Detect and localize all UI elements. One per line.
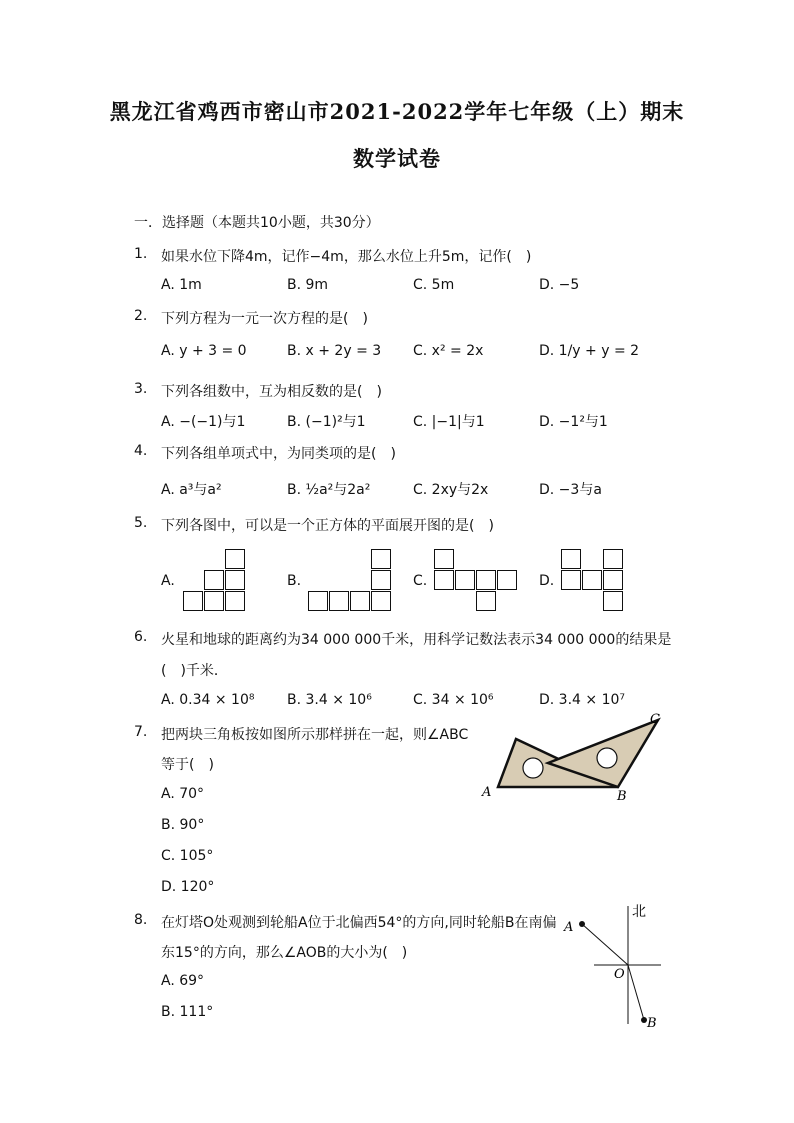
triangle-rulers-figure [478, 708, 668, 804]
question-3-option-a: A. −(−1)与1 [161, 414, 246, 430]
label-c: C [650, 712, 660, 727]
cube-net-c [434, 549, 519, 612]
question-4-option-d: D. −3与a [539, 482, 602, 498]
question-3-number: 3. [134, 381, 148, 397]
question-6-option-c: C. 34 × 10⁶ [413, 692, 494, 708]
triangle-left-hole [523, 758, 543, 778]
question-7-option-d: D. 120° [161, 879, 215, 895]
cube-net-a [183, 549, 247, 612]
question-3-option-b: B. (−1)²与1 [287, 414, 366, 430]
label-b: B [617, 789, 627, 804]
question-2-option-a: A. y + 3 = 0 [161, 343, 247, 359]
question-6-stem: 火星和地球的距离约为34 000 000千米，用科学记数法表示34 000 000的结果是 [161, 632, 672, 648]
question-5-stem: 下列各图中，可以是一个正方体的平面展开图的是( ) [161, 518, 494, 534]
question-5-option-b: B. [287, 573, 302, 589]
question-8-stem-cont: 东15°的方向，那么∠AOB的大小为( ) [161, 945, 408, 961]
ray-ob [628, 965, 644, 1020]
question-5-number: 5. [134, 515, 148, 531]
question-1-number: 1. [134, 246, 148, 262]
question-1-stem: 如果水位下降4m，记作−4m，那么水位上升5m，记作( ) [161, 249, 532, 265]
question-3-stem: 下列各组数中，互为相反数的是( ) [161, 384, 382, 400]
question-5-option-c: C. [413, 573, 428, 589]
question-2-number: 2. [134, 308, 148, 324]
cube-net-b [308, 549, 393, 612]
question-6-stem-cont: ( )千米． [161, 663, 228, 679]
question-7-option-a: A. 70° [161, 786, 205, 802]
ray-oa [582, 924, 628, 965]
question-6-option-a: A. 0.34 × 10⁸ [161, 692, 255, 708]
triangle-right-hole [597, 748, 617, 768]
question-1-option-b: B. 9m [287, 277, 329, 293]
question-6-option-b: B. 3.4 × 10⁶ [287, 692, 372, 708]
label-o: O [614, 967, 625, 982]
question-3-option-c: C. |−1|与1 [413, 414, 485, 430]
page-title-line2: 数学试卷 [353, 146, 441, 171]
question-2-option-d: D. 1/y + y = 2 [539, 343, 640, 359]
question-6-option-d: D. 3.4 × 10⁷ [539, 692, 626, 708]
question-5-option-a: A. [161, 573, 175, 589]
question-7-option-b: B. 90° [161, 817, 205, 833]
question-8-option-b: B. 111° [161, 1004, 214, 1020]
section-heading: 一．选择题（本题共10小题，共30分） [134, 215, 380, 231]
question-8-stem: 在灯塔O处观测到轮船A位于北偏西54°的方向,同时轮船B在南偏 [161, 915, 557, 931]
question-4-stem: 下列各组单项式中，为同类项的是( ) [161, 446, 396, 462]
question-6-number: 6. [134, 629, 148, 645]
question-2-option-b: B. x + 2y = 3 [287, 343, 382, 359]
question-7-number: 7. [134, 724, 148, 740]
question-1-option-a: A. 1m [161, 277, 202, 293]
cube-net-d [561, 549, 625, 612]
label-b: B [647, 1016, 657, 1031]
lighthouse-direction-figure [558, 896, 668, 1036]
label-north: 北 [632, 904, 646, 920]
question-5-option-d: D. [539, 573, 555, 589]
question-7-option-c: C. 105° [161, 848, 214, 864]
question-8-number: 8. [134, 912, 148, 928]
page-title-line1: 黑龙江省鸡西市密山市2021-2022学年七年级（上）期末 [109, 99, 685, 124]
question-3-option-d: D. −1²与1 [539, 414, 608, 430]
question-1-option-c: C. 5m [413, 277, 455, 293]
question-7-stem: 把两块三角板按如图所示那样拼在一起，则∠ABC [161, 727, 469, 743]
question-2-stem: 下列方程为一元一次方程的是( ) [161, 311, 368, 327]
question-4-option-c: C. 2xy与2x [413, 482, 489, 498]
question-2-option-c: C. x² = 2x [413, 343, 484, 359]
question-1-option-d: D. −5 [539, 277, 580, 293]
label-a: A [564, 920, 574, 935]
question-4-number: 4. [134, 443, 148, 459]
question-4-option-a: A. a³与a² [161, 482, 222, 498]
question-4-option-b: B. ½a²与2a² [287, 482, 371, 498]
question-8-option-a: A. 69° [161, 973, 205, 989]
question-7-stem-cont: 等于( ) [161, 757, 214, 773]
label-a: A [482, 785, 492, 800]
ship-a-point [579, 921, 585, 927]
